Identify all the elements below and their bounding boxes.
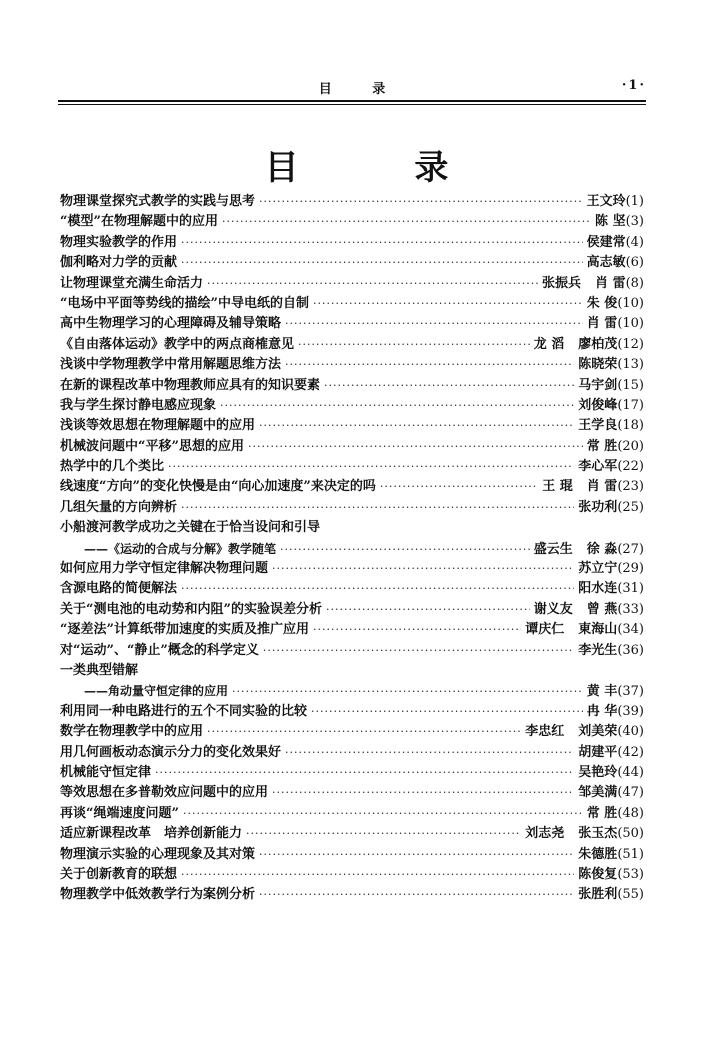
toc-entry-authors [578, 396, 644, 416]
toc-entry-author: 徐 淼 [586, 541, 618, 557]
toc-entry-author: 侯建常 [586, 234, 626, 250]
toc-dot-leader [207, 722, 521, 742]
toc-entry-page: (6) [625, 255, 644, 271]
toc-entry-page: (42) [617, 744, 644, 760]
table-of-contents [60, 192, 644, 906]
toc-entry-title: 等效思想在多普勒效应问题中的应用 [60, 785, 269, 801]
toc-entry-authors [587, 294, 644, 314]
toc-dot-leader [222, 212, 591, 232]
toc-dot-leader [181, 253, 583, 273]
toc-entry-authors [542, 274, 644, 294]
toc-entry-authors [587, 253, 644, 273]
toc-entry-author: 李心军 [578, 459, 618, 475]
toc-entry-author: 冉 华 [586, 703, 618, 719]
toc-entry-title: 《自由落体运动》教学中的两点商榷意见 [60, 336, 295, 352]
toc-entry-page: (50) [617, 826, 644, 842]
toc-dot-leader [181, 865, 574, 885]
toc-entry-title: ——《运动的合成与分解》教学随笔 [84, 541, 277, 556]
toc-entry[interactable] [60, 824, 644, 844]
toc-entry-author: 王文玲 [586, 194, 626, 209]
toc-entry[interactable] [60, 885, 644, 905]
toc-entry-authors [587, 314, 644, 334]
toc-dot-leader [181, 498, 574, 518]
toc-entry-authors [587, 233, 644, 253]
toc-entry-authors [578, 559, 644, 579]
toc-entry-page: (27) [617, 541, 644, 557]
toc-dot-leader [311, 702, 583, 722]
toc-entry[interactable] [60, 641, 644, 661]
toc-entry-title: 我与学生探讨静电感应现象 [60, 397, 217, 413]
toc-dot-leader [207, 274, 538, 294]
toc-entry-page: (22) [617, 459, 644, 475]
running-header [58, 78, 646, 96]
toc-entry-authors [542, 477, 644, 497]
toc-entry-page: (36) [617, 642, 644, 658]
toc-entry[interactable] [60, 600, 644, 620]
toc-entry[interactable] [60, 783, 644, 803]
toc-entry-page: (18) [617, 418, 644, 434]
toc-entry-author: 肖 雷 [595, 275, 626, 291]
toc-dot-leader [380, 477, 538, 497]
toc-entry-coauthor: 刘志尧 [525, 826, 565, 842]
toc-dot-leader [246, 824, 521, 844]
toc-entry-authors [578, 783, 644, 803]
toc-entry[interactable] [60, 192, 644, 212]
toc-entry-authors [578, 885, 644, 905]
toc-entry-author: 常 胜 [586, 438, 618, 454]
toc-entry-page: (4) [625, 234, 644, 250]
toc-entry-coauthor: 龙 滔 [533, 336, 565, 352]
toc-entry-page: (15) [617, 377, 644, 393]
toc-entry-authors [578, 498, 644, 518]
toc-entry-page: (34) [617, 622, 644, 638]
toc-entry[interactable] [60, 620, 644, 640]
toc-entry-authors [578, 865, 644, 885]
toc-entry-page: (33) [617, 601, 644, 617]
toc-entry-author: 邹美满 [578, 785, 618, 801]
toc-entry[interactable] [60, 416, 644, 436]
toc-entry-author: 陈 坚 [595, 214, 626, 230]
toc-entry-title: 用几何画板动态演示分力的变化效果好 [60, 744, 282, 760]
toc-entry-title: 物理演示实验的心理现象及其对策 [60, 846, 256, 862]
toc-entry-page: (53) [617, 866, 644, 882]
toc-entry[interactable] [60, 722, 644, 742]
page-title: 目 录 [264, 148, 501, 188]
toc-entry[interactable] [60, 314, 644, 334]
toc-entry-author: 黄 丰 [586, 684, 618, 700]
toc-entry-authors [578, 763, 644, 783]
toc-entry-author: 刘俊峰 [578, 397, 618, 413]
toc-entry[interactable] [60, 498, 644, 518]
toc-entry-authors [534, 600, 644, 620]
toc-entry-authors [578, 579, 644, 599]
toc-entry[interactable] [60, 376, 644, 396]
toc-entry-coauthor: 李忠红 [525, 724, 565, 740]
toc-entry-title: 热学中的几个类比 [60, 459, 165, 475]
toc-dot-leader [313, 294, 583, 314]
toc-dot-leader [181, 233, 583, 253]
toc-entry[interactable] [60, 457, 644, 477]
toc-entry-author: 肖 雷 [586, 316, 618, 332]
toc-entry[interactable] [60, 804, 644, 824]
toc-entry-page: (10) [617, 316, 644, 332]
toc-entry[interactable] [60, 253, 644, 273]
toc-entry-title: 再谈“绳端速度问题” [60, 805, 179, 821]
toc-entry-title: 在新的课程改革中物理教师应具有的知识要素 [60, 377, 321, 393]
toc-entry-page: (47) [617, 785, 644, 801]
toc-entry[interactable] [60, 274, 644, 294]
toc-entry-author: 李光生 [578, 642, 618, 658]
toc-entry-page: (20) [617, 438, 644, 454]
toc-entry-author: 東海山 [578, 622, 618, 638]
toc-entry-authors [587, 192, 644, 212]
toc-dot-leader [168, 457, 574, 477]
toc-entry-title: 让物理课堂充满生命活力 [60, 275, 204, 291]
header-rule [58, 100, 646, 102]
toc-entry-authors [578, 845, 644, 865]
toc-entry-authors [525, 824, 644, 844]
toc-entry-author: 陈俊复 [578, 866, 618, 882]
toc-entry-title: 利用同一种电路进行的五个不同实验的比较 [60, 703, 308, 719]
toc-entry[interactable] [60, 865, 644, 885]
toc-dot-leader [181, 579, 574, 599]
toc-entry-coauthor: 盛云生 [533, 541, 573, 557]
toc-entry-title: 线速度“方向”的变化快慢是由“向心加速度”来决定的吗 [60, 479, 376, 495]
toc-entry-author: 张胜利 [578, 887, 618, 903]
toc-entry-author: 朱德胜 [578, 846, 618, 862]
toc-entry[interactable] [60, 702, 644, 722]
toc-entry-author: 张功利 [578, 499, 618, 515]
toc-entry-page: (25) [617, 499, 644, 515]
toc-dot-leader [298, 335, 530, 355]
toc-entry[interactable] [60, 233, 644, 253]
toc-entry-author: 苏立宁 [578, 561, 618, 577]
toc-entry-title: 适应新课程改革 培养创新能力 [60, 826, 243, 842]
toc-entry-authors [578, 641, 644, 661]
toc-entry[interactable] [60, 355, 644, 375]
toc-entry-page: (48) [617, 805, 644, 821]
toc-dot-leader [263, 641, 574, 661]
toc-entry-title: “模型”在物理解题中的应用 [60, 214, 218, 230]
toc-entry-title: 含源电路的简便解法 [60, 581, 178, 597]
toc-entry-author: 马宇剑 [578, 377, 618, 393]
toc-entry-authors [578, 416, 644, 436]
toc-entry[interactable] [60, 539, 644, 559]
toc-entry-title: 一类典型错解 [60, 662, 139, 678]
toc-entry-title: “电场中平面等势线的描绘”中导电纸的自制 [60, 295, 309, 311]
toc-entry-page: (37) [617, 684, 644, 700]
toc-dot-leader [232, 682, 583, 702]
toc-entry-authors [578, 355, 644, 375]
toc-entry-page: (10) [617, 295, 644, 311]
toc-entry-title: 几组矢量的方向辨析 [60, 499, 178, 515]
toc-entry[interactable] [60, 437, 644, 457]
toc-entry-title: 物理教学中低效教学行为案例分析 [60, 887, 256, 903]
toc-entry-author: 廖柏茂 [578, 336, 618, 352]
toc-entry-title: 浅谈中学物理教学中常用解题思维方法 [60, 357, 282, 373]
toc-entry-authors [587, 682, 644, 702]
toc-dot-leader [183, 804, 583, 824]
toc-entry[interactable] [60, 212, 644, 232]
toc-entry[interactable] [60, 559, 644, 579]
toc-entry[interactable] [60, 763, 644, 783]
toc-entry-author: 曾 燕 [586, 601, 618, 617]
toc-entry-authors [587, 437, 644, 457]
toc-entry-authors [525, 722, 644, 742]
toc-entry-page: (31) [617, 581, 644, 597]
toc-dot-leader [313, 620, 521, 640]
toc-dot-leader [285, 355, 574, 375]
toc-entry-authors [578, 376, 644, 396]
toc-entry-author: 常 胜 [586, 805, 618, 821]
toc-entry-page: (29) [617, 561, 644, 577]
toc-dot-leader [259, 192, 583, 212]
toc-entry-author: 张玉杰 [578, 826, 618, 842]
toc-entry-author: 陈晓荣 [578, 357, 618, 373]
toc-dot-leader [259, 416, 574, 436]
toc-entry-title: 物理实验教学的作用 [60, 234, 178, 250]
toc-entry-page: (1) [625, 194, 644, 209]
toc-entry-authors [578, 457, 644, 477]
toc-entry-page: (3) [625, 214, 644, 230]
toc-entry-coauthor: 谢义友 [533, 601, 573, 617]
toc-entry-title: 浅谈等效思想在物理解题中的应用 [60, 418, 256, 434]
toc-dot-leader [285, 314, 583, 334]
toc-dot-leader [155, 763, 574, 783]
toc-entry-title: 如何应用力学守恒定律解决物理问题 [60, 561, 269, 577]
toc-entry-authors [587, 804, 644, 824]
toc-entry-page: (12) [617, 336, 644, 352]
toc-dot-leader [272, 783, 574, 803]
toc-entry[interactable] [60, 294, 644, 314]
toc-entry-author: 肖 雷 [586, 479, 618, 495]
toc-dot-leader [326, 600, 530, 620]
header-rule-thin [58, 104, 646, 105]
toc-entry-authors [595, 212, 644, 232]
toc-entry-page: (17) [617, 397, 644, 413]
toc-entry-author: 阳水连 [578, 581, 618, 597]
toc-entry[interactable] [60, 681, 644, 701]
toc-entry-page: (8) [625, 275, 644, 291]
toc-dot-leader [285, 743, 574, 763]
toc-entry-authors [534, 540, 644, 560]
toc-entry-authors [534, 335, 644, 355]
toc-dot-leader [272, 559, 574, 579]
toc-entry-author: 王学良 [578, 418, 618, 434]
toc-entry-title: “逐差法”计算纸带加速度的实质及推广应用 [60, 622, 309, 638]
toc-entry-page: (13) [617, 357, 644, 373]
toc-entry[interactable] [60, 661, 644, 681]
toc-dot-leader [248, 437, 583, 457]
toc-entry-coauthor: 谭庆仁 [525, 622, 565, 638]
toc-entry-author: 胡建平 [578, 744, 618, 760]
toc-entry[interactable] [60, 335, 644, 355]
toc-entry[interactable] [60, 477, 644, 497]
toc-entry[interactable] [60, 845, 644, 865]
page-number: ·1· [621, 78, 646, 93]
toc-dot-leader [220, 396, 574, 416]
toc-entry-authors [578, 743, 644, 763]
toc-entry-author: 高志敏 [586, 255, 626, 271]
toc-entry-page: (40) [617, 724, 644, 740]
toc-entry-title: 伽利略对力学的贡献 [60, 255, 178, 271]
toc-entry-author: 吴艳玲 [578, 764, 618, 780]
toc-entry-title: 关于创新教育的联想 [60, 866, 178, 882]
toc-entry-author: 朱 俊 [586, 295, 618, 311]
toc-entry-title: 对“运动”、“静止”概念的科学定义 [60, 642, 259, 658]
toc-entry-title: 数学在物理教学中的应用 [60, 724, 204, 740]
toc-entry[interactable] [60, 518, 644, 538]
toc-entry-author: 刘美荣 [578, 724, 618, 740]
toc-entry-authors [587, 702, 644, 722]
toc-entry-title: 机械波问题中“平移”思想的应用 [60, 438, 244, 454]
toc-entry-page: (39) [617, 703, 644, 719]
toc-entry-page: (51) [617, 846, 644, 862]
toc-entry-page: (44) [617, 764, 644, 780]
toc-entry[interactable] [60, 396, 644, 416]
running-title: 目 录 [318, 82, 404, 97]
toc-dot-leader [324, 376, 574, 396]
toc-dot-leader [259, 845, 574, 865]
toc-entry-title: 高中生物理学习的心理障碍及辅导策略 [60, 316, 282, 332]
toc-entry-page: (23) [617, 479, 644, 495]
toc-entry[interactable] [60, 579, 644, 599]
toc-dot-leader [259, 885, 574, 905]
toc-entry-title: 关于“测电池的电动势和内阻”的实验误差分析 [60, 601, 322, 617]
toc-entry-title: 机械能守恒定律 [60, 764, 152, 780]
toc-entry[interactable] [60, 743, 644, 763]
toc-entry-title: 小船渡河教学成功之关键在于恰当设问和引导 [60, 520, 321, 536]
toc-entry-coauthor: 王 琨 [542, 479, 573, 495]
toc-entry-page: (55) [617, 887, 644, 903]
toc-dot-leader [280, 540, 530, 560]
toc-entry-title: ——角动量守恒定律的应用 [84, 684, 229, 699]
toc-entry-coauthor: 张振兵 [542, 275, 582, 291]
toc-entry-title: 物理课堂探究式教学的实践与思考 [60, 194, 256, 209]
toc-entry-authors [525, 620, 644, 640]
